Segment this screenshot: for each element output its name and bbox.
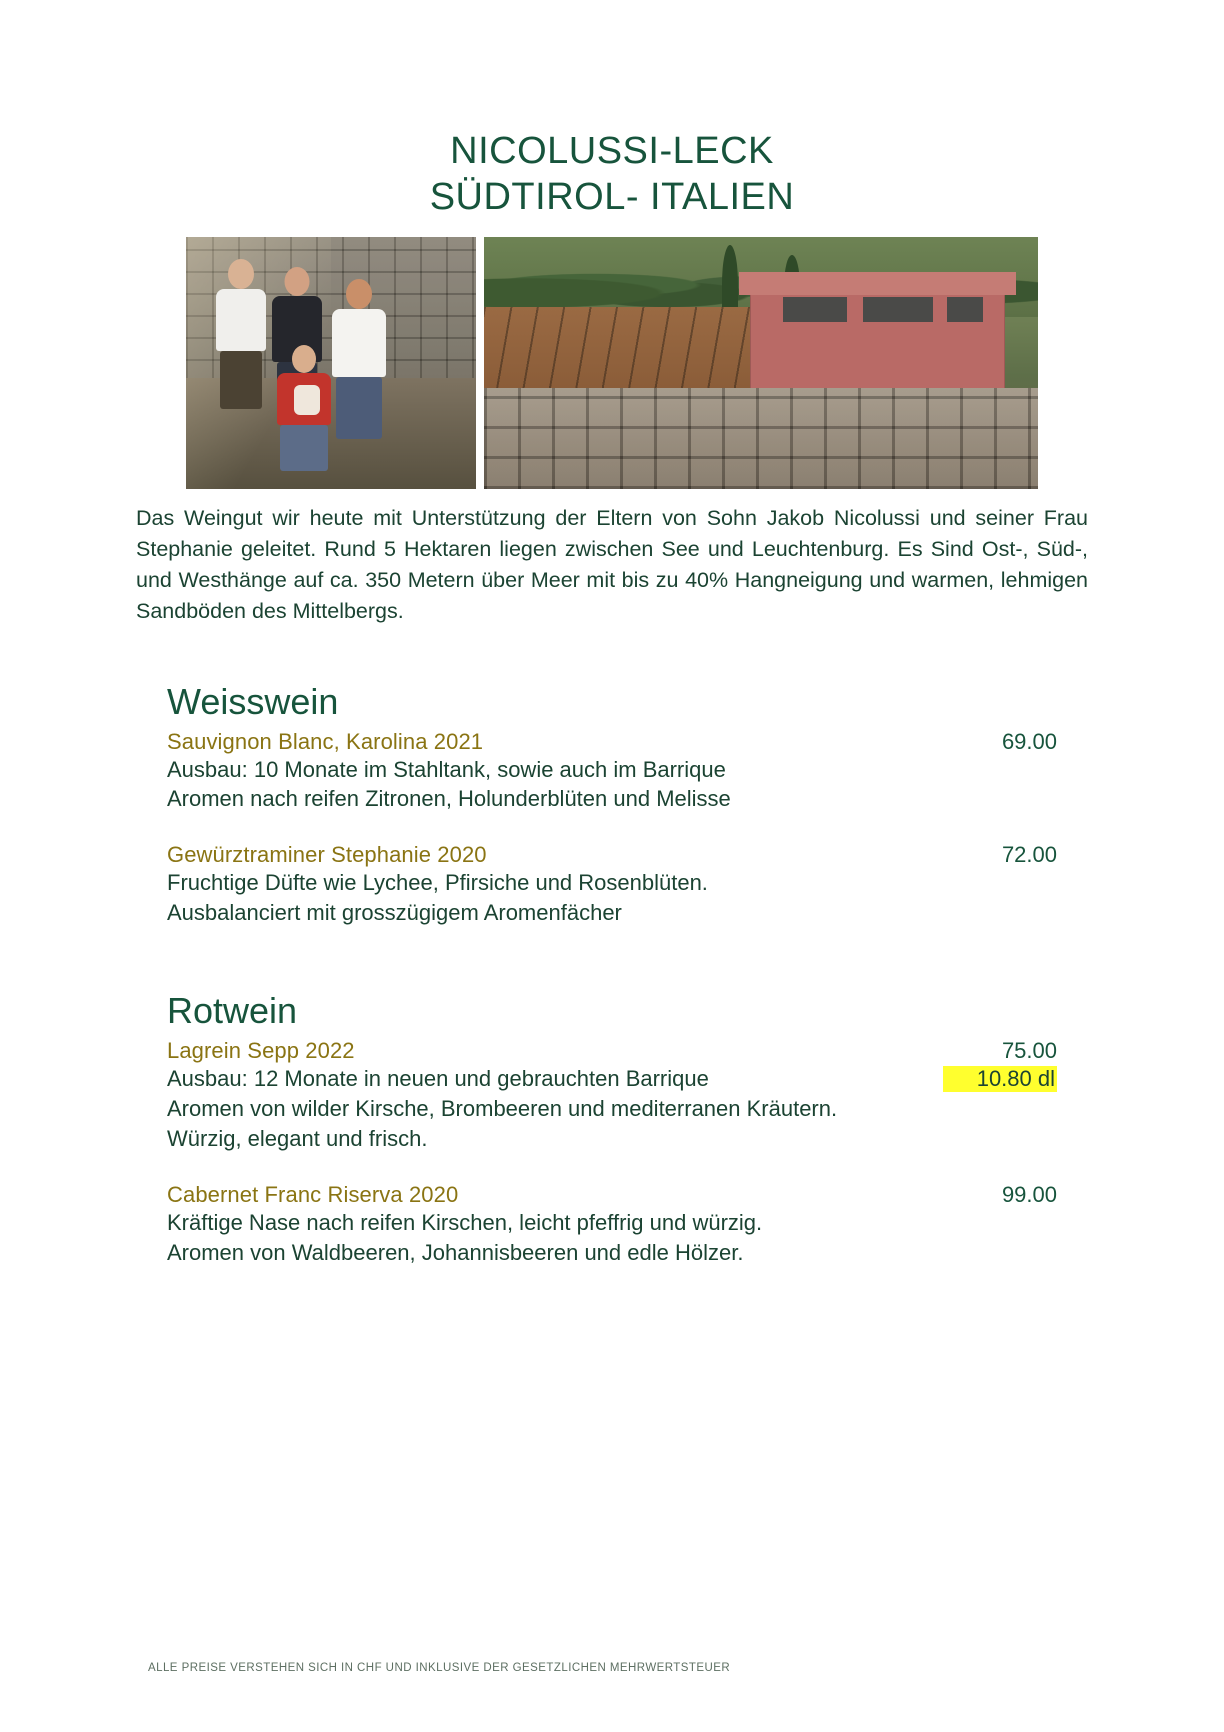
winery-title-line-1: NICOLUSSI-LECK xyxy=(450,130,774,172)
wine-header-row xyxy=(167,1038,1057,1064)
page-header xyxy=(0,0,1224,221)
wine-description-line: Ausbalanciert mit grosszügigem Aromenfächer xyxy=(167,900,622,926)
wine-description-line: Aromen von Waldbeeren, Johannisbeeren und edle Hölzer. xyxy=(167,1239,744,1265)
wine-description-line: Aromen von wilder Kirsche, Brombeeren und mediterranen Kräutern. xyxy=(167,1096,838,1122)
wine-entry xyxy=(167,1038,1057,1154)
wine-price: 72.00 xyxy=(1001,842,1057,868)
wine-name: Lagrein Sepp 2022 xyxy=(167,1038,355,1064)
wine-price: 69.00 xyxy=(1001,728,1057,754)
wine-header-row xyxy=(167,842,1057,868)
photo-row xyxy=(186,237,1038,489)
wine-description-line: Ausbau: 12 Monate in neuen und gebrauchten Barrique xyxy=(167,1066,709,1092)
winery-title-line-2: SÜDTIROL- ITALIEN xyxy=(429,176,795,219)
wine-description-line: Ausbau: 10 Monate im Stahltank, sowie auch im Barrique xyxy=(167,756,726,782)
wine-header-row xyxy=(167,729,1057,755)
vineyard-cellar-photo xyxy=(484,237,1038,489)
wine-price: 99.00 xyxy=(1001,1181,1057,1207)
wine-list xyxy=(167,627,1057,1268)
wine-description-row xyxy=(167,1064,1057,1094)
section-title-weisswein: Weisswein xyxy=(167,680,339,722)
wine-description-line: Aromen nach reifen Zitronen, Holunderblüten und Melisse xyxy=(167,786,731,812)
wine-name: Cabernet Franc Riserva 2020 xyxy=(167,1181,459,1207)
wine-entry xyxy=(167,1182,1057,1268)
winery-family-photo xyxy=(186,237,476,489)
price-disclaimer: ALLE PREISE VERSTEHEN SICH IN CHF UND INKLUSIVE DER GESETZLICHEN MEHRWERTSTEUER xyxy=(148,1662,731,1674)
wine-name: Sauvignon Blanc, Karolina 2021 xyxy=(167,728,484,754)
wine-header-row xyxy=(167,1182,1057,1208)
winery-description: Das Weingut wir heute mit Unterstützung der Eltern von Sohn Jakob Nicolussi und seiner Frau Stephanie geleitet. Rund 5 Hektaren liegen zwischen See und Leuchtenburg. Es Sind Ost-, Süd-, und Westhänge auf ca. 350 Metern über Meer mit bis zu 40% Hangneigung und warmen, lehmigen Sandböden des Mittelbergs. xyxy=(136,505,1088,623)
wine-entry xyxy=(167,842,1057,928)
wine-description-line: Würzig, elegant und frisch. xyxy=(167,1125,428,1151)
wine-name: Gewürztraminer Stephanie 2020 xyxy=(167,842,487,868)
wine-entry xyxy=(167,729,1057,815)
section-title-rotwein: Rotwein xyxy=(167,990,298,1032)
wine-price: 75.00 xyxy=(1001,1038,1057,1064)
wine-description-line: Fruchtige Düfte wie Lychee, Pfirsiche und Rosenblüten. xyxy=(167,870,708,896)
wine-description-line: Kräftige Nase nach reifen Kirschen, leicht pfeffrig und würzig. xyxy=(167,1209,763,1235)
wine-price-by-glass: 10.80 dl xyxy=(943,1066,1057,1092)
